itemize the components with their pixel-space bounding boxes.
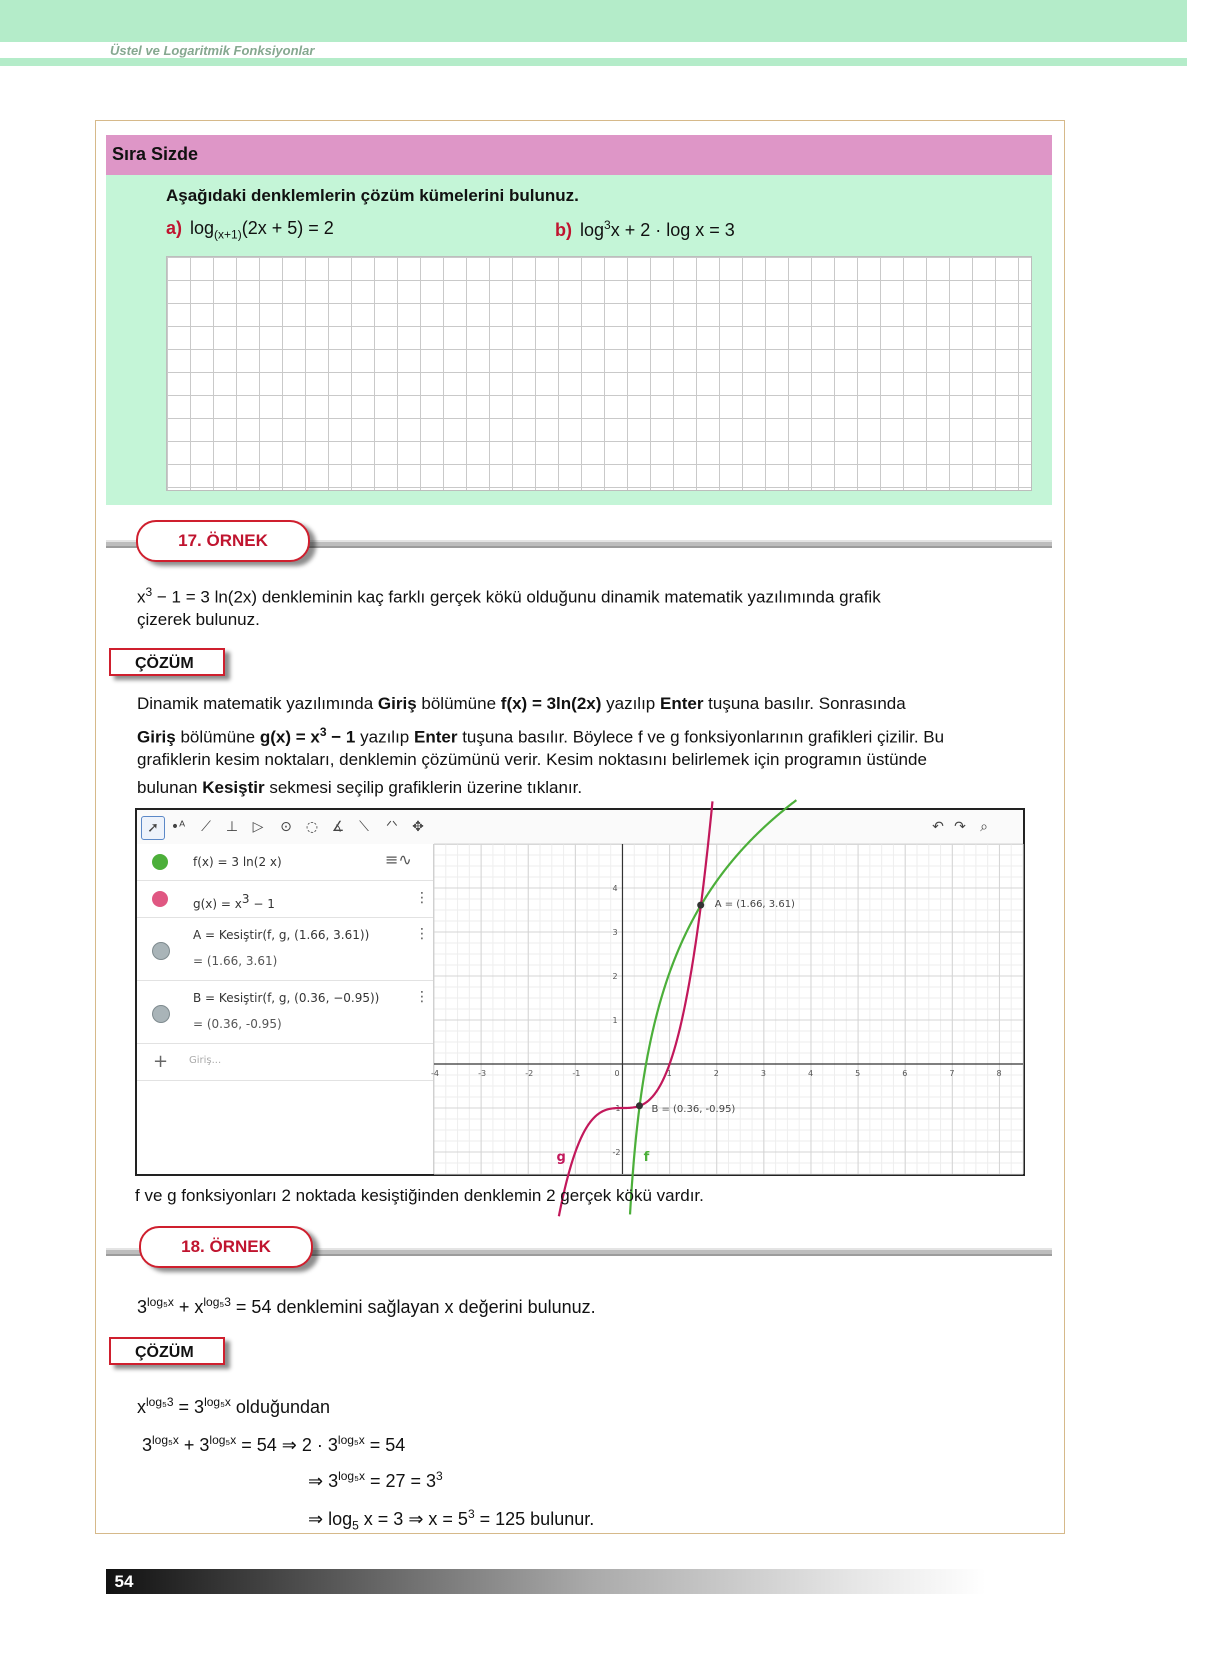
top-rule <box>0 58 1187 66</box>
y-tick-label: 4 <box>612 884 618 893</box>
y-tick-label: -2 <box>612 1148 621 1157</box>
exercise-a-base: (x+1) <box>214 227 242 242</box>
x-tick-label: 8 <box>996 1069 1002 1078</box>
sol18-line2 <box>142 1426 1062 1459</box>
angle-tool-icon[interactable]: ∡ <box>331 819 345 835</box>
sol17-line4 <box>137 774 1057 802</box>
x-tick-label: 0 <box>614 1069 620 1078</box>
sol18-line1 <box>137 1388 1057 1421</box>
q17-text: denkleminin kaç farklı gerçek kökü olduğunu dinamik matematik yazılımında grafik <box>261 587 881 607</box>
function-plot[interactable] <box>431 844 1023 1174</box>
intersection-point <box>636 1102 643 1109</box>
cozum-17-label: ÇÖZÜM <box>109 648 225 676</box>
curve-label-g: g <box>556 1149 566 1165</box>
sol18-l2-e1: log₅x <box>152 1433 179 1447</box>
g-visibility-dot[interactable] <box>152 891 168 907</box>
x-tick-label: 1 <box>666 1069 672 1078</box>
q17-text-2: çizerek bulunuz. <box>137 610 260 629</box>
a-visibility-dot[interactable] <box>152 942 170 960</box>
algebra-settings-icon[interactable]: ≡∿ <box>385 850 412 869</box>
sira-sizde-title: Sıra Sizde <box>112 144 199 164</box>
graphics-view[interactable] <box>431 844 1023 1174</box>
algebra-row-f[interactable] <box>137 844 433 881</box>
sol18-l1-e2: log₅x <box>204 1395 231 1409</box>
sol17-l2-b: bölümüne <box>175 727 260 747</box>
intersection-label: A = (1.66, 3.61) <box>714 899 795 911</box>
exercise-a-log: log <box>190 218 215 238</box>
sol18-l4-c: = 125 bulunur. <box>474 1509 595 1529</box>
sol18-l2-e3: log₅x <box>337 1433 365 1447</box>
chapter-title: Üstel ve Logaritmik Fonksiyonlar <box>110 43 315 58</box>
sol17-l1-enter: Enter <box>659 694 704 713</box>
sol18-l2-a: 3 <box>142 1435 153 1455</box>
a-value: = (1.66, 3.61) <box>193 954 278 968</box>
q18-base: 3 <box>137 1297 148 1317</box>
sol18-l3-e2: 3 <box>436 1469 443 1483</box>
curve-label-f: f <box>643 1149 650 1165</box>
sol18-line3 <box>308 1462 1228 1495</box>
sol17-l1-c: bölümüne <box>416 694 501 713</box>
algebra-row-a[interactable] <box>137 918 433 981</box>
slider-tool-icon[interactable]: ᐟᐠ <box>386 819 398 835</box>
b-value: = (0.36, -0.95) <box>193 1017 282 1031</box>
sol18-l4-b: x = 3 ⇒ x = 5 <box>358 1509 468 1529</box>
sol18-l2-e2: log₅x <box>209 1433 237 1447</box>
sol17-l1-a: Dinamik matematik yazılımında <box>137 694 378 713</box>
sol17-l4-kesistir: Kesiştir <box>202 778 265 797</box>
example-18-badge: 18. ÖRNEK <box>139 1226 313 1268</box>
a-expression[interactable]: A = Kesiştir(f, g, (1.66, 3.61)) <box>193 928 370 942</box>
circle-tool-icon[interactable]: ⊙ <box>280 819 292 835</box>
move-view-tool-icon[interactable]: ✥ <box>412 819 424 835</box>
exercise-a-rest: (2x + 5) = 2 <box>241 218 334 238</box>
sol17-l4-c: sekmesi seçilip grafiklerin üzerine tıklanır. <box>264 778 583 797</box>
sol17-line3: grafiklerin kesim noktaları, denklemin çözümünü verir. Kesim noktasını belirlemek için programın üstünde <box>137 750 927 769</box>
line-tool-icon[interactable]: ⟋ <box>201 819 211 835</box>
example-17-conclusion: f ve g fonksiyonları 2 noktada kesiştiğinden denklemin 2 gerçek kökü vardır. <box>135 1186 704 1205</box>
reflect-tool-icon[interactable]: ⟍ <box>359 819 369 835</box>
x-tick-label: -1 <box>572 1069 581 1078</box>
search-icon[interactable]: ⌕ <box>980 819 988 835</box>
exercise-a <box>166 218 334 242</box>
redo-icon[interactable]: ↷ <box>954 819 966 835</box>
sol17-l2-c: yazılıp <box>355 727 414 747</box>
y-tick-label: 3 <box>612 928 618 937</box>
sira-sizde-instruction: Aşağıdaki denklemlerin çözüm kümelerini bulunuz. <box>166 186 579 205</box>
exercise-b-label: b) <box>555 220 572 240</box>
f-expression[interactable]: f(x) = 3 ln(2 x) <box>193 855 282 869</box>
x-tick-label: 5 <box>855 1069 861 1078</box>
geogebra-toolbar <box>137 810 1023 845</box>
sol18-l3-e1: log₅x <box>338 1469 365 1483</box>
y-tick-label: 2 <box>612 972 618 981</box>
algebra-row-b[interactable] <box>137 981 433 1044</box>
example-17-badge: 17. ÖRNEK <box>136 520 310 562</box>
point-tool-icon[interactable]: •ᴬ <box>170 819 186 835</box>
sol18-l1-a: x <box>137 1397 146 1417</box>
g-expr-power: 3 <box>241 892 250 906</box>
sol18-l4-a: ⇒ log <box>308 1509 353 1529</box>
g-expr-tail: − 1 <box>249 897 275 911</box>
sol17-l2-power: 3 <box>319 725 327 739</box>
sol17-l2-giris: Giriş <box>137 727 176 747</box>
sol17-l4-a: bulunan <box>137 778 203 797</box>
x-tick-label: -3 <box>478 1069 487 1078</box>
g-menu-icon[interactable]: ⋮ <box>415 890 429 906</box>
exercise-b-log: log <box>580 220 605 240</box>
exercise-b-power: 3 <box>604 218 611 232</box>
cozum-18-label: ÇÖZÜM <box>109 1337 225 1365</box>
sol18-l3-a: ⇒ 3 <box>308 1471 339 1491</box>
sol17-l2-e: tuşuna basılır. Böylece f ve g fonksiyonlarının grafikleri çizilir. Bu <box>457 727 945 747</box>
answer-grid[interactable] <box>166 256 1032 491</box>
polygon-tool-icon[interactable]: ▷ <box>252 819 264 835</box>
exercise-b <box>555 218 735 241</box>
sol17-l2-g2: − 1 <box>326 727 356 747</box>
g-expression[interactable] <box>193 892 275 911</box>
top-band <box>0 0 1187 42</box>
move-tool-icon[interactable]: ➚ <box>141 816 165 840</box>
algebra-input-field[interactable]: Giriş... <box>189 1055 222 1066</box>
b-visibility-dot[interactable] <box>152 1005 170 1023</box>
algebra-input-row[interactable] <box>137 1044 433 1081</box>
algebra-view <box>137 844 434 1174</box>
q18-exp1: log₅x <box>147 1295 174 1309</box>
b-menu-icon[interactable]: ⋮ <box>415 989 429 1005</box>
undo-icon[interactable]: ↶ <box>932 819 944 835</box>
sol18-l3-b: = 27 = 3 <box>364 1471 437 1491</box>
sol17-l1-f: f(x) = 3ln(2x) <box>500 694 602 713</box>
sol17-l2-enter: Enter <box>414 727 458 747</box>
x-tick-label: 6 <box>902 1069 908 1078</box>
y-tick-label: -1 <box>612 1104 621 1113</box>
f-visibility-dot[interactable] <box>152 854 168 870</box>
sol18-l4-sub: 5 <box>352 1518 359 1533</box>
q18-plus: + x <box>173 1297 204 1317</box>
algebra-row-g[interactable] <box>137 881 433 918</box>
q18-exp2: log₅3 <box>203 1295 231 1309</box>
geogebra-screenshot <box>135 808 1025 1176</box>
x-tick-label: -2 <box>525 1069 534 1078</box>
b-expression[interactable]: B = Kesiştir(f, g, (0.36, −0.95)) <box>193 991 380 1005</box>
q17-x: x <box>137 587 146 607</box>
x-tick-label: 3 <box>760 1069 766 1078</box>
sol18-l1-b: = 3 <box>173 1397 205 1417</box>
add-input-icon[interactable]: + <box>153 1051 169 1072</box>
page-number: 54 <box>114 1572 134 1591</box>
sol18-l2-d: = 54 <box>364 1435 406 1455</box>
sol18-l1-c: olduğundan <box>230 1397 331 1417</box>
sol17-line1 <box>137 690 1057 718</box>
a-menu-icon[interactable]: ⋮ <box>415 926 429 942</box>
sol18-l1-e1: log₅3 <box>146 1395 174 1409</box>
sol18-l2-c: = 54 ⇒ 2 · 3 <box>236 1435 338 1455</box>
x-tick-label: 2 <box>713 1069 719 1078</box>
x-tick-label: 7 <box>949 1069 955 1078</box>
example-18-question <box>137 1288 1057 1321</box>
exercise-b-rest: x + 2 · log x = 3 <box>610 220 735 240</box>
sol17-l1-giris: Giriş <box>377 694 417 713</box>
x-tick-label: -4 <box>431 1069 439 1078</box>
sol18-l4-sup: 3 <box>467 1507 475 1521</box>
q17-power: 3 <box>145 585 153 599</box>
perpendicular-tool-icon[interactable]: ⊥ <box>225 819 239 835</box>
exercise-a-label: a) <box>166 218 183 238</box>
footer-bar <box>106 1569 986 1594</box>
g-expr-main: g(x) = x <box>193 897 242 911</box>
x-tick-label: 4 <box>807 1069 814 1078</box>
sira-sizde-header <box>106 135 1052 175</box>
sol17-l1-d: yazılıp <box>601 694 660 713</box>
q17-eq: − 1 = 3 ln(2x) <box>152 587 262 607</box>
y-tick-label: 1 <box>612 1016 618 1025</box>
sol18-line4 <box>308 1500 1228 1540</box>
intersection-label: B = (0.36, -0.95) <box>651 1103 736 1115</box>
sol18-l2-b: + 3 <box>178 1435 210 1455</box>
conic-tool-icon[interactable]: ◌ <box>305 819 319 835</box>
sol17-l1-g: tuşuna basılır. Sonrasında <box>703 694 906 713</box>
q18-rest: = 54 denklemini sağlayan x değerini bulunuz. <box>230 1297 596 1317</box>
sol17-l2-g: g(x) = x <box>259 727 320 747</box>
intersection-point <box>697 902 704 909</box>
